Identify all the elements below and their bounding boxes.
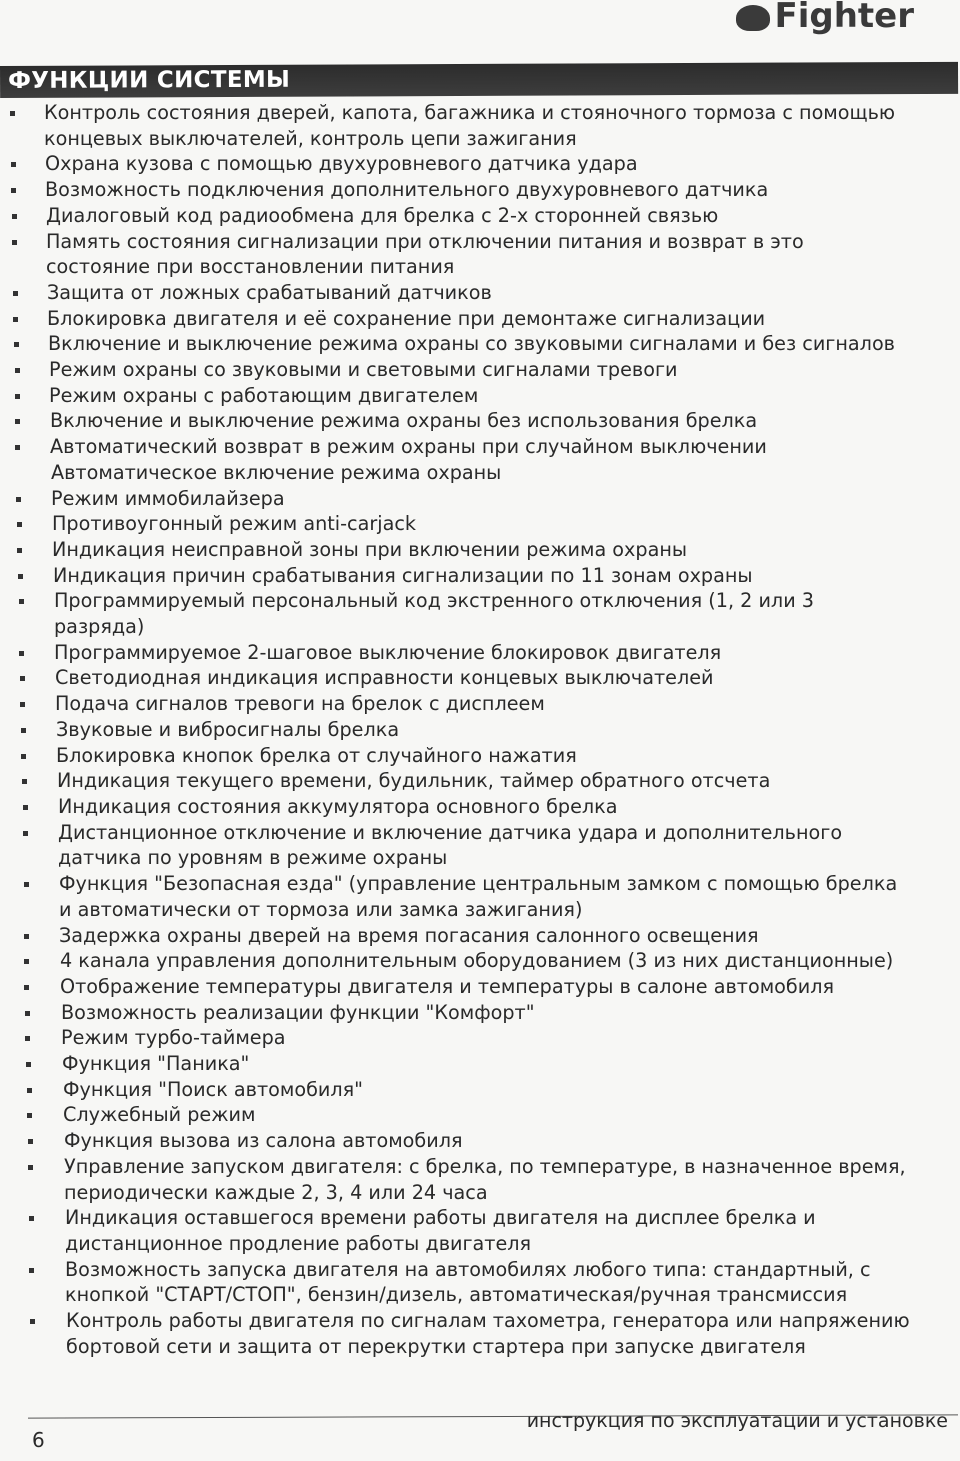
list-item-text: Отображение температуры двигателя и температуры в салоне автомобиля <box>60 974 835 998</box>
bullet-icon <box>15 394 20 399</box>
list-item <box>0 537 960 563</box>
helmet-logo-icon <box>736 5 770 31</box>
list-item-text: 4 канала управления дополнительным оборудованием (3 из них дистанционные) <box>60 949 894 973</box>
list-item-text: дистанционное продление работы двигателя <box>65 1231 532 1255</box>
bullet-icon <box>22 779 27 784</box>
list-item-text: Управление запуском двигателя: с брелка, по температуре, в назначенное время, <box>64 1154 906 1178</box>
list-item-text: кнопкой "СТАРТ/СТОП", бензин/дизель, автоматическая/ручная трансмиссия <box>65 1283 848 1307</box>
brand-logo <box>736 0 914 36</box>
bullet-icon <box>12 240 17 245</box>
list-item <box>0 794 960 820</box>
list-item-text: Индикация состояния аккумулятора основного брелка <box>58 794 618 818</box>
bullet-icon <box>28 1139 33 1144</box>
bullet-icon <box>17 522 22 527</box>
bullet-icon <box>21 754 26 759</box>
list-item-text: Контроль состояния дверей, капота, багажника и стояночного тормоза с помощью <box>44 101 896 124</box>
list-item <box>0 306 960 332</box>
bullet-icon <box>20 676 25 681</box>
page-number: 6 <box>32 1428 45 1452</box>
list-item-text: Задержка охраны дверей на время погасания салонного освещения <box>59 923 759 947</box>
list-item <box>0 1000 960 1026</box>
list-item-text: концевых выключателей, контроль цепи зажигания <box>44 126 577 150</box>
list-item <box>0 1205 960 1256</box>
bullet-icon <box>17 548 22 553</box>
footer-text: инструкция по эксплуатации и установке <box>526 1410 948 1432</box>
list-item-text: Автоматический возврат в режим охраны при случайном выключении <box>50 435 767 459</box>
bullet-icon <box>29 1268 34 1273</box>
list-item-text: Охрана кузова с помощью двухуровневого датчика удара <box>45 152 638 176</box>
list-item <box>0 357 960 383</box>
list-item <box>0 100 960 151</box>
logo-text: Fighter <box>774 0 914 36</box>
list-item-text: Режим турбо-таймера <box>61 1026 286 1050</box>
list-item-text: разряда) <box>54 615 145 639</box>
list-item-text: Возможность реализации функции "Комфорт" <box>61 1000 535 1024</box>
list-item-text: Функция вызова из салона автомобиля <box>64 1129 463 1153</box>
list-item-text: Блокировка двигателя и её сохранение при демонтаже сигнализации <box>47 306 766 330</box>
bullet-icon <box>24 959 29 964</box>
list-item <box>0 408 960 434</box>
bullet-icon <box>16 497 21 502</box>
list-item <box>0 1154 960 1205</box>
list-item <box>0 460 960 486</box>
bullet-icon <box>15 368 20 373</box>
features-list <box>0 100 960 1359</box>
bullet-icon <box>21 728 26 733</box>
bullet-icon <box>23 805 28 810</box>
bullet-icon <box>26 1062 31 1067</box>
bullet-icon <box>12 214 17 219</box>
bullet-icon <box>18 574 23 579</box>
section-title: ФУНКЦИИ СИСТЕМЫ <box>8 66 291 94</box>
list-item <box>0 331 960 357</box>
list-item-text: состояние при восстановлении питания <box>46 255 455 279</box>
list-item-text: Диалоговый код радиообмена для брелка с 2-х сторонней связью <box>46 203 719 227</box>
list-item <box>0 588 960 639</box>
list-item-text: Контроль работы двигателя по сигналам тахометра, генератора или напряжению <box>66 1309 910 1333</box>
list-item-text: Автоматическое включение режима охраны <box>51 460 502 484</box>
list-item <box>0 871 960 922</box>
list-item-text: Функция "Безопасная езда" (управление центральным замком с помощью брелка <box>59 872 898 896</box>
list-item <box>0 743 960 769</box>
list-item <box>0 563 960 589</box>
bullet-icon <box>23 831 28 836</box>
bullet-icon <box>13 291 18 296</box>
list-item-text: Программируемое 2-шаговое выключение блокировок двигателя <box>54 640 722 664</box>
list-item-text: Индикация причин срабатывания сигнализации по 11 зонам охраны <box>53 563 753 587</box>
bullet-icon <box>19 651 24 656</box>
bullet-icon <box>27 1088 32 1093</box>
bullet-icon <box>25 1036 30 1041</box>
list-item <box>0 665 960 691</box>
list-item <box>0 640 960 666</box>
list-item-text: Защита от ложных срабатываний датчиков <box>47 280 492 304</box>
bullet-icon <box>30 1319 35 1324</box>
bullet-icon <box>29 1216 34 1221</box>
list-item-text: Дистанционное отключение и включение датчика удара и дополнительного <box>58 820 843 844</box>
section-header-bar <box>0 62 958 98</box>
list-item <box>0 280 960 306</box>
list-item-text: Подача сигналов тревоги на брелок с дисплеем <box>55 692 545 716</box>
list-item <box>0 511 960 537</box>
list-item-text: Включение и выключение режима охраны без использования брелка <box>50 409 758 433</box>
list-item-text: Блокировка кнопок брелка от случайного нажатия <box>56 743 577 767</box>
list-item-text: Противоугонный режим anti-carjack <box>52 512 416 536</box>
bullet-icon <box>24 882 29 887</box>
list-item-text: Светодиодная индикация исправности концевых выключателей <box>55 666 714 690</box>
list-item-text: Индикация неисправной зоны при включении режима охраны <box>52 537 688 561</box>
list-item <box>0 923 960 949</box>
list-item <box>0 1102 960 1128</box>
list-item-text: Режим охраны со звуковыми и световыми сигналами тревоги <box>49 358 678 382</box>
list-item-text: бортовой сети и защита от перекрутки стартера при запуске двигателя <box>66 1334 806 1358</box>
list-item <box>0 203 960 229</box>
list-item-text: датчика по уровням в режиме охраны <box>58 846 448 870</box>
list-item <box>0 383 960 409</box>
list-item-text: Режим охраны с работающим двигателем <box>49 383 479 407</box>
list-item-text: Служебный режим <box>63 1103 256 1127</box>
list-item-text: Память состояния сигнализации при отключении питания и возврат в это <box>46 229 804 253</box>
bullet-icon <box>15 445 20 450</box>
list-item <box>0 1025 960 1051</box>
list-item <box>0 974 960 1000</box>
list-item-text: Программируемый персональный код экстренного отключения (1, 2 или 3 <box>54 589 814 613</box>
list-item <box>0 177 960 203</box>
bullet-icon <box>24 934 29 939</box>
bullet-icon <box>28 1165 33 1170</box>
bullet-icon <box>27 1113 32 1118</box>
list-item-text: Включение и выключение режима охраны со звуковыми сигналами и без сигналов <box>48 332 895 356</box>
list-item <box>0 434 960 460</box>
list-item-text: Звуковые и вибросигналы брелка <box>56 717 400 741</box>
list-item-text: Функция "Поиск автомобиля" <box>63 1077 364 1101</box>
list-item-text: Функция "Паника" <box>62 1052 250 1076</box>
list-item <box>0 1257 960 1308</box>
bullet-icon <box>20 702 25 707</box>
bullet-icon <box>11 162 16 167</box>
list-item-text: Возможность запуска двигателя на автомобилях любого типа: стандартный, с <box>65 1257 871 1281</box>
list-item <box>0 1128 960 1154</box>
list-item <box>0 768 960 794</box>
list-item-text: Индикация текущего времени, будильник, таймер обратного отсчета <box>57 769 771 793</box>
bullet-icon <box>10 111 15 116</box>
bullet-icon <box>15 419 20 424</box>
bullet-icon <box>24 985 29 990</box>
list-item-text: и автоматически от тормоза или замка зажигания) <box>59 897 583 921</box>
list-item <box>0 229 960 280</box>
list-item <box>0 1308 960 1359</box>
list-item <box>0 151 960 177</box>
list-item <box>0 717 960 743</box>
list-item <box>0 1077 960 1103</box>
list-item <box>0 948 960 974</box>
list-item-text: Индикация оставшегося времени работы двигателя на дисплее брелка и <box>65 1206 816 1230</box>
bullet-icon <box>11 188 16 193</box>
list-item <box>0 820 960 871</box>
list-item-text: периодически каждые 2, 3, 4 или 24 часа <box>64 1180 488 1204</box>
list-item <box>0 486 960 512</box>
list-item-text: Возможность подключения дополнительного двухуровневого датчика <box>45 178 769 202</box>
list-item <box>0 691 960 717</box>
bullet-icon <box>14 342 19 347</box>
bullet-icon <box>25 1011 30 1016</box>
bullet-icon <box>13 317 18 322</box>
list-item <box>0 1051 960 1077</box>
bullet-icon <box>19 599 24 604</box>
list-item-text: Режим иммобилайзера <box>51 486 285 510</box>
